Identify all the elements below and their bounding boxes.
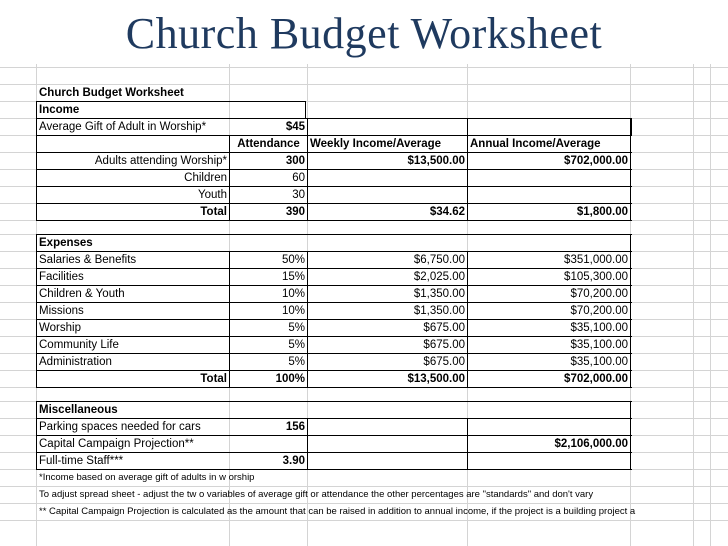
expense-weekly: $675.00: [423, 322, 465, 334]
expense-pct: 50%: [281, 254, 305, 266]
children-label: Children: [184, 172, 227, 184]
page-title: Church Budget Worksheet: [125, 9, 603, 58]
expense-weekly: $2,025.00: [413, 271, 465, 283]
expense-label: Salaries & Benefits: [39, 254, 137, 266]
expense-label: Administration: [39, 356, 112, 368]
expenses-total-pct: 100%: [275, 373, 305, 385]
avg-gift-value[interactable]: $45: [285, 121, 305, 133]
parking-value: 156: [285, 421, 305, 433]
expense-label: Children & Youth: [39, 288, 125, 300]
capital-label: Capital Campaign Projection**: [39, 438, 194, 450]
expense-annual: $70,200.00: [570, 305, 628, 317]
expense-label: Facilities: [39, 271, 84, 283]
children-attendance[interactable]: 60: [292, 172, 305, 184]
expense-label: Worship: [39, 322, 81, 334]
expense-annual: $35,100.00: [570, 339, 628, 351]
expense-weekly: $675.00: [423, 339, 465, 351]
expense-annual: $351,000.00: [564, 254, 628, 266]
spreadsheet: [0, 64, 728, 546]
expense-annual: $105,300.00: [564, 271, 628, 283]
adults-attendance[interactable]: 300: [285, 155, 305, 167]
adults-weekly: $13,500.00: [407, 155, 465, 167]
capital-value: $2,106,000.00: [554, 438, 628, 450]
expense-annual: $35,100.00: [570, 356, 628, 368]
expense-pct: 10%: [281, 288, 305, 300]
avg-gift-label: Average Gift of Adult in Worship*: [39, 121, 207, 133]
expenses-label: Expenses: [39, 237, 93, 249]
income-total-label: Total: [200, 206, 227, 218]
expense-weekly: $1,350.00: [413, 288, 465, 300]
expense-weekly: $6,750.00: [413, 254, 465, 266]
staff-label: Full-time Staff***: [39, 455, 124, 467]
expense-label: Community Life: [39, 339, 119, 351]
income-total-attendance: 390: [285, 206, 305, 218]
staff-value: 3.90: [282, 455, 305, 467]
expenses-total-annual: $702,000.00: [564, 373, 628, 385]
note-income-basis: *Income based on average gift of adults in w orship: [39, 472, 255, 483]
sheet-header: Church Budget Worksheet: [39, 87, 184, 99]
income-total-weekly: $34.62: [429, 206, 465, 218]
expense-pct: 5%: [288, 322, 305, 334]
col-attendance: Attendance: [237, 138, 300, 150]
expense-annual: $70,200.00: [570, 288, 628, 300]
youth-label: Youth: [198, 189, 227, 201]
misc-label: Miscellaneous: [39, 404, 118, 416]
expenses-total-weekly: $13,500.00: [407, 373, 465, 385]
note-capital: ** Capital Campaign Projection is calculated as the amount that can be raised in addition to annual income, if the project is a building project a: [39, 506, 636, 517]
expenses-total-label: Total: [200, 373, 227, 385]
expense-pct: 5%: [288, 339, 305, 351]
adults-annual: $702,000.00: [564, 155, 628, 167]
note-adjust: To adjust spread sheet - adjust the tw o variables of average gift or attendance the other percentages are "standards" and don't vary: [39, 489, 594, 500]
parking-label: Parking spaces needed for cars: [39, 421, 201, 433]
expense-weekly: $1,350.00: [413, 305, 465, 317]
adults-label: Adults attending Worship*: [94, 155, 227, 167]
expense-label: Missions: [39, 305, 84, 317]
expense-pct: 10%: [281, 305, 305, 317]
income-total-annual: $1,800.00: [576, 206, 628, 218]
expense-weekly: $675.00: [423, 356, 465, 368]
youth-attendance[interactable]: 30: [292, 189, 305, 201]
expense-annual: $35,100.00: [570, 322, 628, 334]
col-weekly: Weekly Income/Average: [310, 138, 442, 150]
expense-pct: 5%: [288, 356, 305, 368]
col-annual: Annual Income/Average: [470, 138, 601, 150]
expense-pct: 15%: [281, 271, 305, 283]
income-label: Income: [39, 104, 80, 116]
